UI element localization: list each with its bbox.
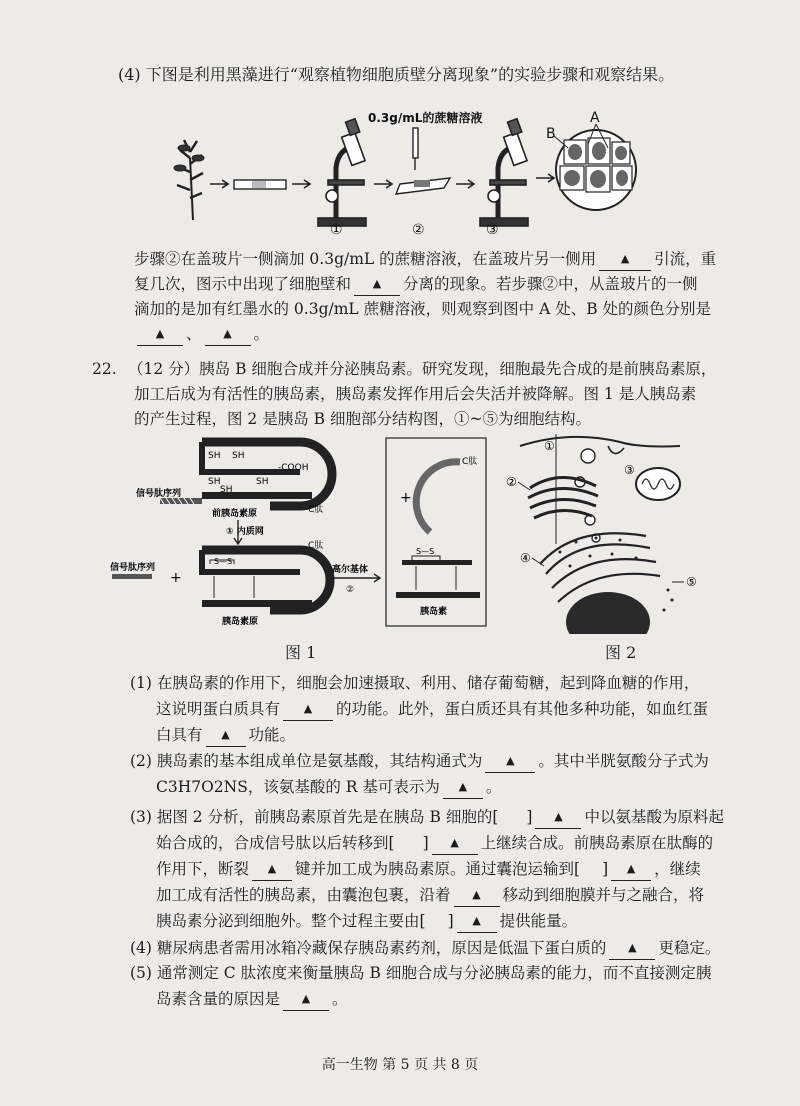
q22-3-line-3: 作用下，断裂 ▲ 键并加工成为胰岛素原。通过囊泡运输到[ ] ▲ ，继续 (156, 858, 701, 881)
figure-1-caption: 图 1 (285, 643, 317, 662)
sh-label: SH (208, 477, 221, 487)
er-label: ① 内质网 (226, 527, 264, 537)
figure-2-caption: 图 2 (605, 643, 637, 662)
q21-4-line-4: ▲ 、 ▲ 。 (134, 323, 269, 346)
structure-number-5: ⑤ (686, 575, 697, 589)
q22-4-line: (4) 糖尿病患者需用冰箱冷藏保存胰岛素药剂，原因是低温下蛋白质的 ▲ 更稳定。 (130, 937, 720, 960)
q22-5-line-1: (5) 通常测定 C 肽浓度来衡量胰岛 B 细胞合成与分泌胰岛素的能力，而不直接测定胰 (130, 964, 712, 982)
q22-1-line-1: (1) 在胰岛素的作用下，细胞会加速摄取、利用、储存葡萄糖，起到降血糖的作用， (130, 674, 700, 692)
q22-intro-2: 加工后成为有活性的胰岛素，胰岛素发挥作用后会失活并被降解。图 1 是人胰岛素 (134, 385, 697, 403)
microscope-icon-2 (480, 119, 528, 226)
step-label-3: ③ (486, 222, 499, 236)
golgi-number: ② (346, 585, 355, 595)
figure-1-insulin-production (110, 432, 510, 632)
signal-peptide-label-2: 信号肽序列 (110, 563, 156, 573)
q22-2-line-2: C3H7O2NS，该氨基酸的 R 基可表示为 ▲ 。 (156, 776, 501, 799)
q22-number: 22. (92, 360, 117, 378)
step-label-1: ① (330, 222, 343, 236)
q22-5-line-2: 岛素含量的原因是 ▲ 。 (156, 988, 348, 1011)
page-footer: 高一生物 第 5 页 共 8 页 (321, 1057, 479, 1073)
sh-label: SH (208, 451, 221, 461)
answer-blank: ▲ (485, 752, 535, 773)
answer-blank: ▲ (457, 912, 497, 933)
q22-intro-3: 的产生过程，图 2 是胰岛 B 细胞部分结构图，①~⑤为细胞结构。 (134, 410, 591, 428)
answer-blank: ▲ (432, 834, 478, 855)
signal-peptide-fragment (112, 574, 152, 579)
sh-label: SH (220, 485, 233, 495)
answer-blank: ▲ (454, 886, 500, 907)
q21-4-title: (4) 下图是利用黑藻进行“观察植物细胞质壁分离现象”的实验步骤和观察结果。 (118, 65, 675, 84)
answer-blank: ▲ (609, 939, 655, 960)
microscope-icon-1 (318, 119, 366, 226)
structure-number-4: ④ (520, 551, 531, 565)
answer-blank: ▲ (252, 860, 292, 881)
q22-3-line-4: 加工成有活性的胰岛素，由囊泡包裹，沿着 ▲ 移动到细胞膜并与之融合，将 (156, 884, 704, 907)
answer-blank: ▲ (535, 808, 581, 829)
q22-2-line-1: (2) 胰岛素的基本组成单位是氨基酸，其结构通式为 ▲ 。其中半胱氨酸分子式为 (130, 750, 709, 773)
hydrilla-plant-icon (174, 140, 204, 220)
golgi-label: 高尔基体 (332, 565, 369, 575)
preproinsulin-diagram (160, 442, 332, 506)
q22-3-line-5: 胰岛素分泌到细胞外。整个过程主要由[ ] ▲ 提供能量。 (156, 910, 577, 933)
cooh-label: -COOH (278, 463, 309, 473)
answer-blank: ▲ (206, 726, 246, 747)
structure-number-3: ③ (624, 463, 635, 477)
structure-number-2: ② (506, 475, 517, 489)
q22-3-line-2: 始合成的，合成信号肽以后转移到[ ] ▲ 上继续合成。前胰岛素原在肽酶的 (156, 832, 713, 855)
q22-intro-1: （12 分）胰岛 B 细胞合成并分泌胰岛素。研究发现，细胞最先合成的是前胰岛素原， (128, 360, 717, 378)
label-b: B (546, 126, 556, 142)
answer-blank: ▲ (354, 275, 400, 296)
q22-1-line-3: 白具有 ▲ 功能。 (156, 724, 295, 747)
c-peptide-label: C肽 (308, 505, 324, 515)
sh-label: SH (232, 451, 245, 461)
c-peptide-arc (416, 462, 460, 532)
answer-blank: ▲ (283, 990, 329, 1011)
q22-3-line-1: (3) 据图 2 分析，前胰岛素原首先是在胰岛 B 细胞的[ ] ▲ 中以氨基酸为原料起 (130, 806, 724, 829)
golgi-apparatus (528, 477, 598, 518)
answer-blank: ▲ (137, 325, 183, 346)
answer-blank: ▲ (611, 860, 651, 881)
proinsulin-label: 胰岛素原 (222, 617, 259, 627)
plasmolysis-experiment-figure (168, 108, 648, 236)
nucleus (566, 592, 650, 634)
disulfide-label-2: S—S (416, 547, 435, 556)
answer-blank: ▲ (283, 700, 333, 721)
sh-label: SH (256, 477, 269, 487)
preproinsulin-label: 前胰岛素原 (212, 509, 258, 519)
vesicle (581, 449, 595, 463)
answer-blank: ▲ (205, 325, 251, 346)
rough-er (540, 533, 660, 602)
q21-4-line-1: 步骤②在盖玻片一侧滴加 0.3g/mL 的蔗糖溶液，在盖玻片另一侧用 ▲ 引流，重 (134, 248, 716, 271)
disulfide-label: S—S (214, 557, 233, 566)
q22-1-line-2: 这说明蛋白质具有 ▲ 的功能。此外，蛋白质还具有其他多种功能，如血红蛋 (156, 698, 708, 721)
label-a: A (590, 110, 600, 126)
q21-4-line-3: 滴加的是加有红墨水的 0.3g/mL 蔗糖溶液，则观察到图中 A 处、B 处的颜色分别是 (134, 300, 712, 318)
step-label-2: ② (412, 222, 425, 236)
insulin-diagram (396, 556, 480, 598)
structure-number-1: ① (544, 439, 555, 453)
signal-peptide-label: 信号肽序列 (136, 489, 182, 499)
sucrose-solution-label: 0.3g/mL的蔗糖溶液 (368, 111, 483, 125)
plus-sign: + (170, 570, 182, 586)
insulin-label: 胰岛素 (420, 607, 448, 617)
plus-sign-2: + (400, 490, 412, 506)
c-peptide-label-3: C肽 (462, 457, 478, 467)
dropper-icon (413, 128, 418, 170)
answer-blank: ▲ (443, 778, 483, 799)
q21-4-line-2: 复几次，图示中出现了细胞壁和 ▲ 分离的现象。若步骤②中，从盖玻片的一侧 (134, 273, 698, 296)
cell-view-circle (556, 130, 636, 210)
mitochondrion (636, 468, 680, 500)
figure-2-b-cell-structure (500, 424, 700, 634)
c-peptide-label-2: C肽 (308, 541, 324, 551)
answer-blank: ▲ (599, 250, 651, 271)
